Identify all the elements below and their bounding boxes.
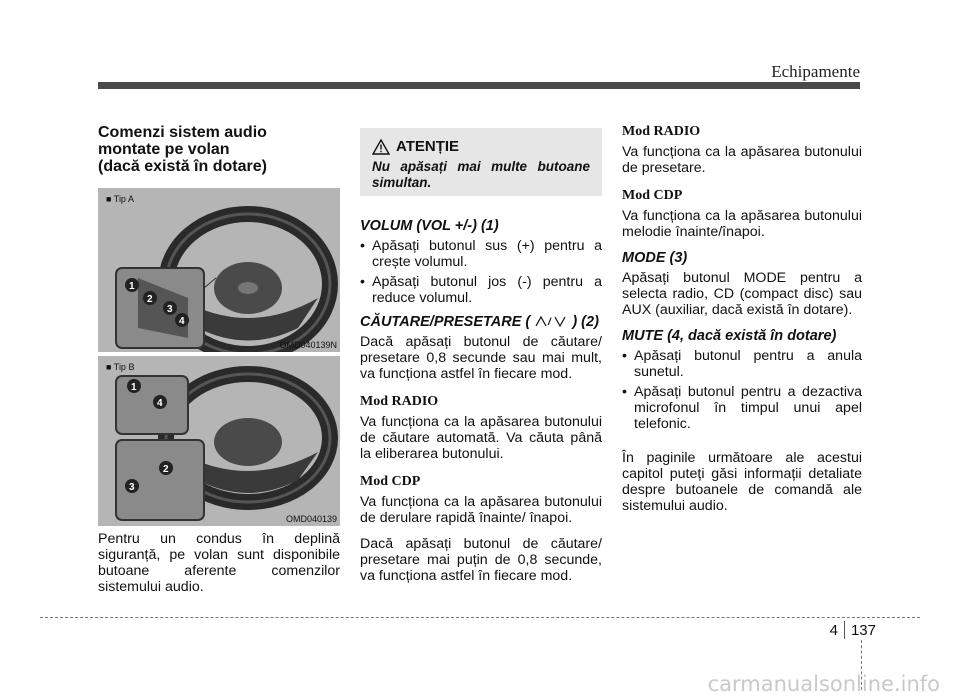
column-left <box>98 124 340 175</box>
page-header-title: Echipamente <box>771 62 860 81</box>
mod-radio-text: Va funcționa ca la apăsarea butonului de presetare. <box>622 144 862 176</box>
page-number-value: 137 <box>850 621 876 639</box>
column-middle <box>360 128 602 584</box>
warning-title: ATENȚIE <box>396 138 460 155</box>
seek-preset-intro: Dacă apăsați butonul de căutare/ presetare 0,8 secunde sau mai mult, va funcționa astfel în fiecare mod. <box>360 334 602 382</box>
volume-heading: VOLUM (VOL +/-) (1) <box>360 218 499 234</box>
volume-bullets <box>360 238 602 306</box>
footer-divider <box>40 617 920 618</box>
column-right <box>622 118 862 514</box>
watermark-text: carmanualsonline.info <box>707 672 940 696</box>
list-item: • Apăsați butonul pentru a dezactiva microfonul în timpul unui apel telefonic. <box>622 384 862 432</box>
short-press-text: Dacă apăsați butonul de căutare/ presetare mai puțin de 0,8 secunde, va funcționa astfel în fiecare mod. <box>360 536 602 584</box>
warning-box <box>360 128 602 196</box>
mute-bullets <box>622 348 862 432</box>
section-title-line: (dacă există în dotare) <box>98 158 267 175</box>
svg-text:1: 1 <box>129 281 135 292</box>
chapter-number: 4 <box>829 621 838 639</box>
mod-radio-heading: Mod RADIO <box>360 394 439 409</box>
svg-text:2: 2 <box>163 464 169 475</box>
steering-wheel-illustration <box>98 188 340 352</box>
mod-cdp-heading: Mod CDP <box>360 474 421 489</box>
list-item: • Apăsați butonul sus (+) pentru a crește volumul. <box>360 238 602 270</box>
mod-cdp-text: Va funcționa ca la apăsarea butonului de derulare rapidă înainte/ înapoi. <box>360 494 602 526</box>
mod-radio-text: Va funcționa ca la apăsarea butonului de căutare automată. Va căuta până la eliberarea butonului. <box>360 414 602 462</box>
closing-paragraph: În paginile următoare ale acestui capitol puteți găsi informații detaliate despre butoanele de comandă ale sistemului audio. <box>622 450 862 514</box>
mod-cdp-text: Va funcționa ca la apăsarea butonului melodie înainte/înapoi. <box>622 208 862 240</box>
list-item: • Apăsați butonul jos (-) pentru a reduce volumul. <box>360 274 602 306</box>
figure-steering-wheel-type-a <box>98 188 340 352</box>
page-header-bar <box>98 82 860 89</box>
figure-code: OMD040139N <box>279 340 337 350</box>
seek-preset-heading-pre: CĂUTARE/PRESETARE ( <box>360 314 531 330</box>
figure-label: ■ Tip A <box>106 194 134 204</box>
figure-steering-wheel-type-b <box>98 356 340 526</box>
svg-text:3: 3 <box>129 482 135 493</box>
mute-heading: MUTE (4, dacă există în dotare) <box>622 328 837 344</box>
steering-wheel-illustration <box>98 356 340 526</box>
warning-triangle-icon <box>372 139 390 155</box>
page-number <box>830 621 876 639</box>
section-title-line: montate pe volan <box>98 141 230 158</box>
figure-label: ■ Tip B <box>106 362 135 372</box>
section-title-line: Comenzi sistem audio <box>98 124 267 141</box>
svg-text:4: 4 <box>179 316 185 327</box>
svg-text:1: 1 <box>131 382 137 393</box>
list-item: • Apăsați butonul pentru a anula sunetul. <box>622 348 862 380</box>
section-title <box>98 124 340 175</box>
mod-radio-heading: Mod RADIO <box>622 124 701 139</box>
seek-preset-heading-post: ) (2) <box>572 314 599 330</box>
svg-text:2: 2 <box>147 294 153 305</box>
warning-text: Nu apăsați mai multe butoane simultan. <box>372 159 590 190</box>
seek-preset-heading <box>360 314 602 330</box>
svg-text:3: 3 <box>167 304 173 315</box>
figure-code: OMD040139 <box>285 514 337 524</box>
mod-cdp-heading: Mod CDP <box>622 188 683 203</box>
mode-heading: MODE (3) <box>622 250 688 266</box>
intro-paragraph: Pentru un condus în deplină siguranță, pe volan sunt disponibile butoane aferente comenzilor sistemului audio. <box>98 531 340 595</box>
up-down-arrows-icon <box>534 315 568 327</box>
svg-text:4: 4 <box>157 398 163 409</box>
mode-text: Apăsați butonul MODE pentru a selecta radio, CD (compact disc) sau AUX (auxiliar, dacă există în dotare). <box>622 270 862 318</box>
svg-text:/: / <box>548 317 552 327</box>
page-number-separator <box>844 621 845 639</box>
warning-heading <box>372 138 590 155</box>
